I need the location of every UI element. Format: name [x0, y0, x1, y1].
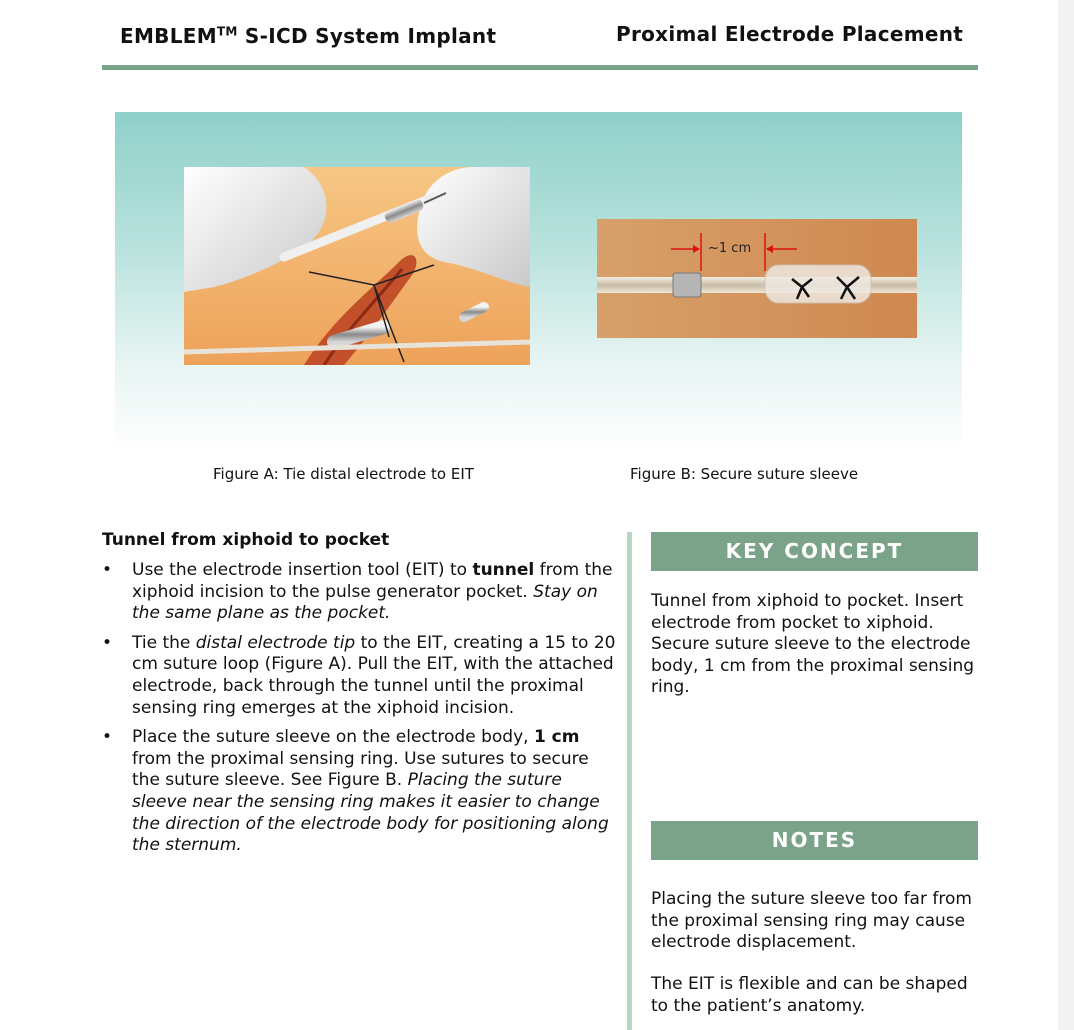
- figure-b-measure-label: ~1 cm: [708, 241, 752, 256]
- notes-paragraph: The EIT is flexible and can be shaped to the patient’s anatomy.: [651, 974, 968, 1016]
- page-gutter: [1058, 0, 1074, 1030]
- bullet-marker: •: [102, 560, 113, 580]
- bullet-marker: •: [102, 632, 113, 653]
- header-rule: [102, 65, 978, 70]
- key-concept-text: Tunnel from xiphoid to pocket. Insert electrode from pocket to xiphoid. Secure suture sleeve to the electrode body, 1 cm from the proximal sensing ring.: [651, 591, 975, 698]
- notes-header: NOTES: [651, 821, 978, 860]
- section-title: Proximal Electrode Placement: [616, 22, 964, 46]
- figure-b-image: [597, 219, 917, 338]
- procedure-steps: [102, 560, 622, 865]
- list-item: • Place the suture sleeve on the electrode body, 1 cm from the proximal sensing ring. Use sutures to secure the suture sleeve. See Figure B. Placing the suture sleeve near the sensing ring makes it easier to change the direction of the electrode body for positioning along the sternum.: [102, 727, 609, 856]
- figure-b-caption: Figure B: Secure suture sleeve: [630, 465, 859, 483]
- figure-a-caption: Figure A: Tie distal electrode to EIT: [213, 465, 474, 483]
- document-title: EMBLEM™ S-ICD System Implant: [120, 24, 497, 48]
- list-item: • Use the electrode insertion tool (EIT) to tunnel from the xiphoid incision to the pulse generator pocket. Stay on the same plane as the pocket.: [102, 560, 613, 624]
- bullet-marker: •: [102, 727, 113, 748]
- list-item: • Tie the distal electrode tip to the EIT, creating a 15 to 20 cm suture loop (Figure A). Pull the EIT, with the attached electrode, back through the tunnel until the proximal sensing ring emerges at the xiphoid incision.: [102, 632, 616, 718]
- figure-a-image: [184, 167, 530, 365]
- notes-paragraph: Placing the suture sleeve too far from the proximal sensing ring may cause electrode displacement.: [651, 889, 972, 953]
- column-divider: [627, 532, 632, 1030]
- procedure-heading: Tunnel from xiphoid to pocket: [102, 530, 390, 550]
- key-concept-header: KEY CONCEPT: [651, 532, 978, 571]
